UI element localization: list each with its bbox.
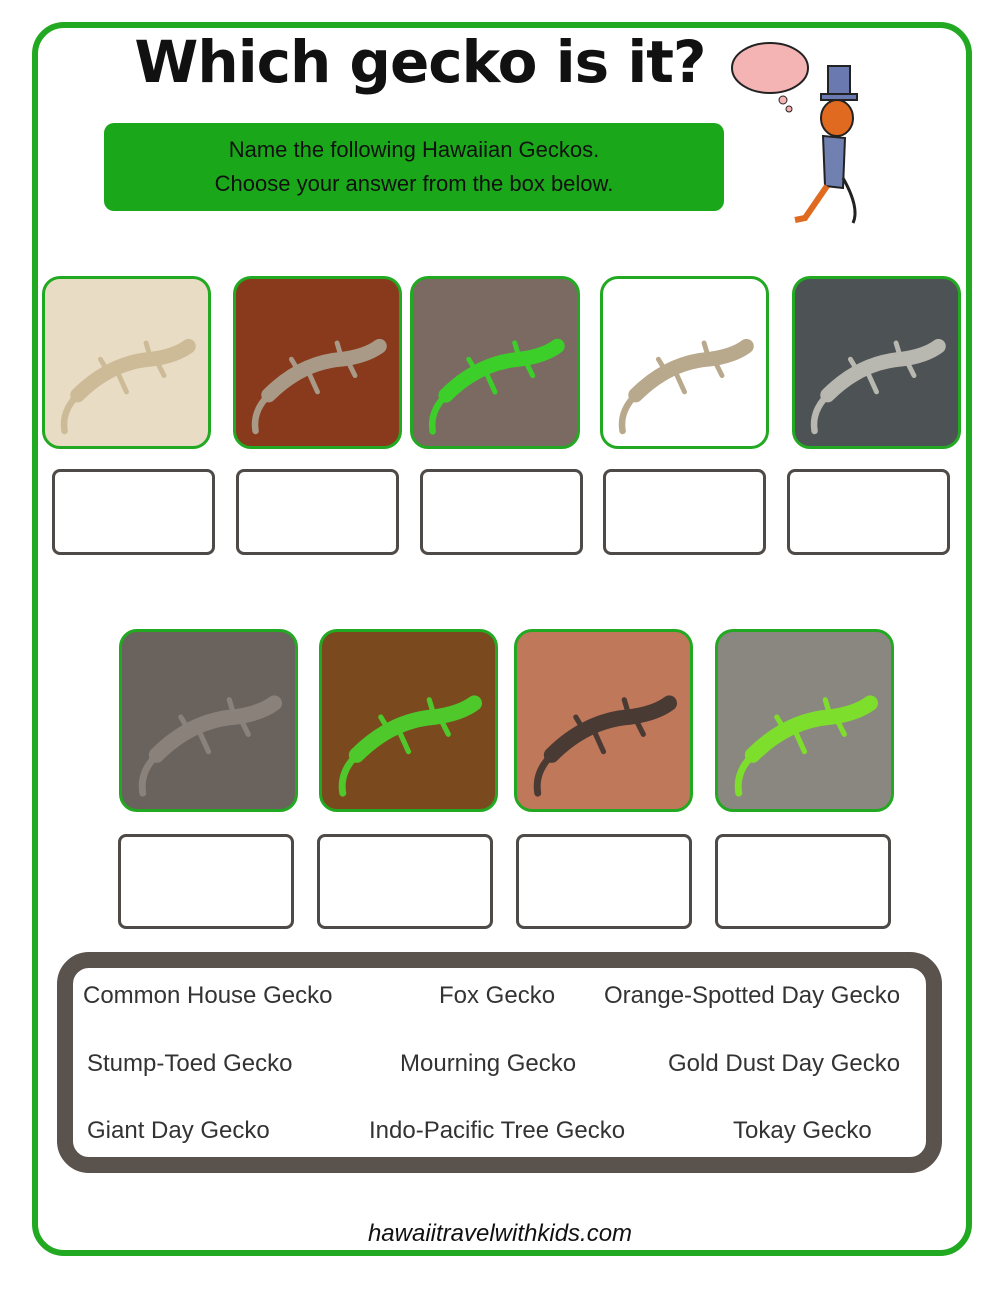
gecko-image-icon <box>122 632 295 809</box>
answer-box-2[interactable] <box>236 469 399 555</box>
gecko-photo-3 <box>410 276 580 449</box>
gecko-image-icon <box>45 279 208 446</box>
answer-box-7[interactable] <box>317 834 493 929</box>
gecko-photo-8 <box>514 629 693 812</box>
gecko-image-icon <box>795 279 958 446</box>
answer-box-3[interactable] <box>420 469 583 555</box>
choice-giant-day-gecko: Giant Day Gecko <box>87 1117 270 1144</box>
choice-orange-spotted-day-gecko: Orange-Spotted Day Gecko <box>604 982 901 1009</box>
answer-box-6[interactable] <box>118 834 294 929</box>
gecko-photo-7 <box>319 629 498 812</box>
gecko-image-icon <box>413 279 577 446</box>
instructions-banner <box>104 123 724 211</box>
answer-box-8[interactable] <box>516 834 692 929</box>
gecko-image-icon <box>603 279 766 446</box>
gecko-image-icon <box>236 279 399 446</box>
choice-indo-pacific-tree-gecko: Indo-Pacific Tree Gecko <box>369 1117 626 1144</box>
gecko-image-icon <box>517 632 690 809</box>
choice-fox-gecko: Fox Gecko <box>439 982 556 1009</box>
gecko-mascot-icon <box>725 38 875 233</box>
instruction-line-2: Choose your answer from the box below. <box>214 171 614 196</box>
gecko-photo-5 <box>792 276 961 449</box>
answer-box-5[interactable] <box>787 469 950 555</box>
gecko-photo-4 <box>600 276 769 449</box>
choice-common-house-gecko: Common House Gecko <box>83 982 333 1009</box>
choice-tokay-gecko: Tokay Gecko <box>733 1117 872 1144</box>
website-footer: hawaiitravelwithkids.com <box>367 1220 633 1247</box>
answer-box-9[interactable] <box>715 834 891 929</box>
gecko-image-icon <box>718 632 891 809</box>
gecko-photo-6 <box>119 629 298 812</box>
gecko-photo-2 <box>233 276 402 449</box>
instruction-line-1: Name the following Hawaiian Geckos. <box>228 137 600 162</box>
answer-box-1[interactable] <box>52 469 215 555</box>
gecko-photo-9 <box>715 629 894 812</box>
answer-box-4[interactable] <box>603 469 766 555</box>
page-title: Which gecko is it? <box>134 28 706 96</box>
gecko-image-icon <box>322 632 495 809</box>
choice-gold-dust-day-gecko: Gold Dust Day Gecko <box>668 1050 901 1077</box>
choice-stump-toed-gecko: Stump-Toed Gecko <box>87 1050 293 1077</box>
choice-mourning-gecko: Mourning Gecko <box>400 1050 577 1077</box>
gecko-photo-1 <box>42 276 211 449</box>
